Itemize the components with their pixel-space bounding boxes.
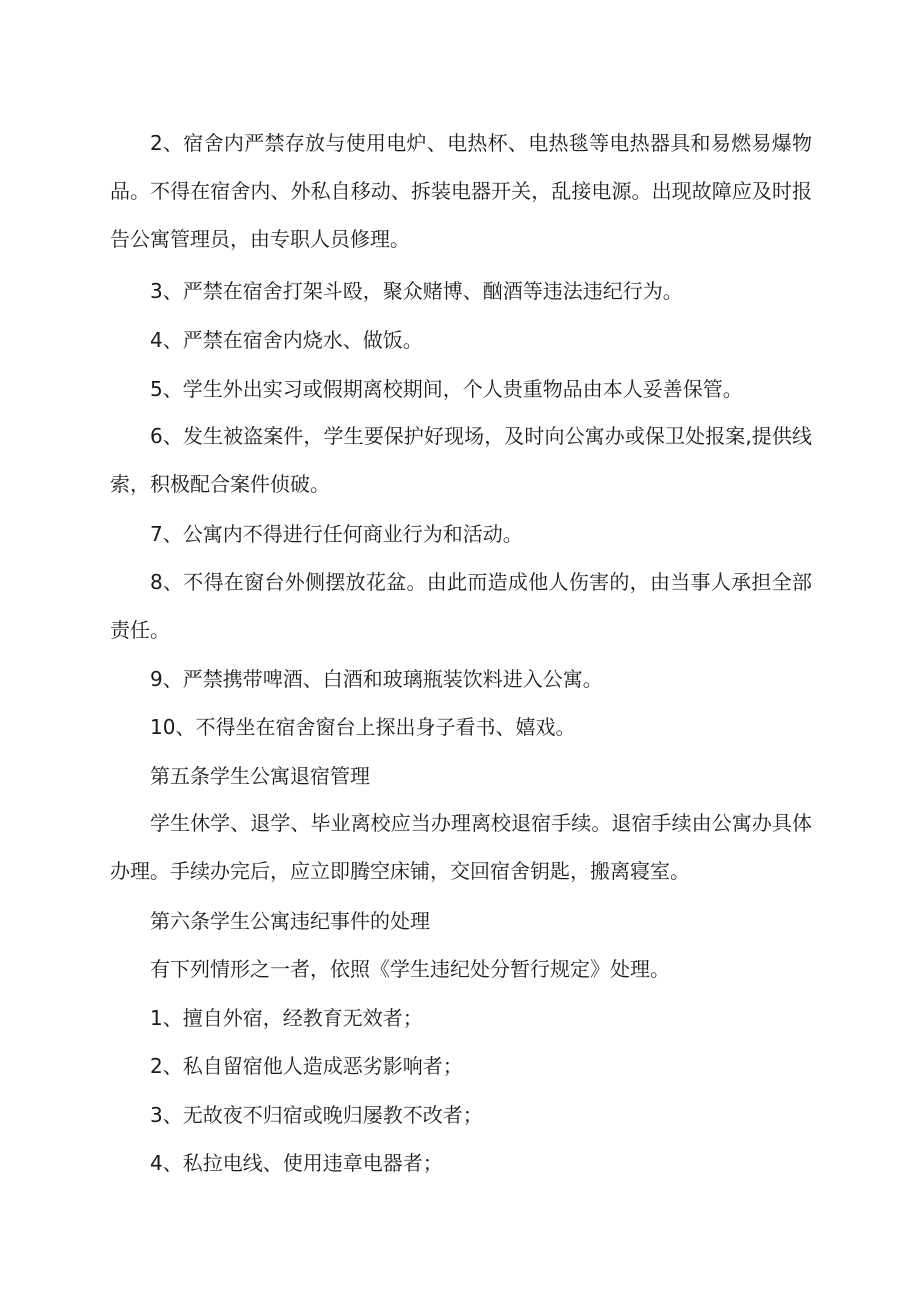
violation-item-4: 4、私拉电线、使用违章电器者； (150, 1151, 443, 1175)
violation-item-3: 3、无故夜不归宿或晚归屡教不改者； (150, 1103, 483, 1127)
rule-item-2: 2、宿舍内严禁存放与使用电炉、电热杯、电热毯等电热器具和易燃易爆物品。不得在宿舍内、外私自移动、拆装电器开关，乱接电源。出现故障应及时报告公寓管理员，由专职人员修理。 (110, 131, 812, 251)
violation-item-1: 1、擅自外宿，经教育无效者； (150, 1006, 423, 1030)
rule-item-6: 6、发生被盗案件，学生要保护好现场，及时向公寓办或保卫处报案,提供线索，积极配合案件侦破。 (110, 424, 812, 496)
section-heading-article-6: 第六条学生公寓违纪事件的处理 (150, 909, 430, 933)
rule-item-4: 4、严禁在宿舍内烧水、做饭。 (150, 328, 423, 352)
rule-item-9: 9、严禁携带啤酒、白酒和玻璃瓶装饮料进入公寓。 (150, 667, 603, 691)
rule-item-10: 10、不得坐在宿舍窗台上探出身子看书、嬉戏。 (150, 715, 576, 739)
section-heading-article-5: 第五条学生公寓退宿管理 (150, 764, 370, 788)
rule-item-7: 7、公寓内不得进行任何商业行为和活动。 (150, 522, 523, 546)
rule-item-8: 8、不得在窗台外侧摆放花盆。由此而造成他人伤害的，由当事人承担全部责任。 (110, 570, 812, 642)
violation-intro: 有下列情形之一者，依照《学生违纪处分暂行规定》处理。 (150, 957, 670, 981)
violation-item-2: 2、私自留宿他人造成恶劣影响者； (150, 1054, 463, 1078)
rule-item-5: 5、学生外出实习或假期离校期间，个人贵重物品由本人妥善保管。 (150, 377, 743, 401)
checkout-paragraph: 学生休学、退学、毕业离校应当办理离校退宿手续。退宿手续由公寓办具体办理。手续办完后，应立即腾空床铺，交回宿舍钥匙，搬离寝室。 (110, 811, 812, 883)
rule-item-3: 3、严禁在宿舍打架斗殴，聚众赌博、酗酒等违法违纪行为。 (150, 279, 683, 303)
